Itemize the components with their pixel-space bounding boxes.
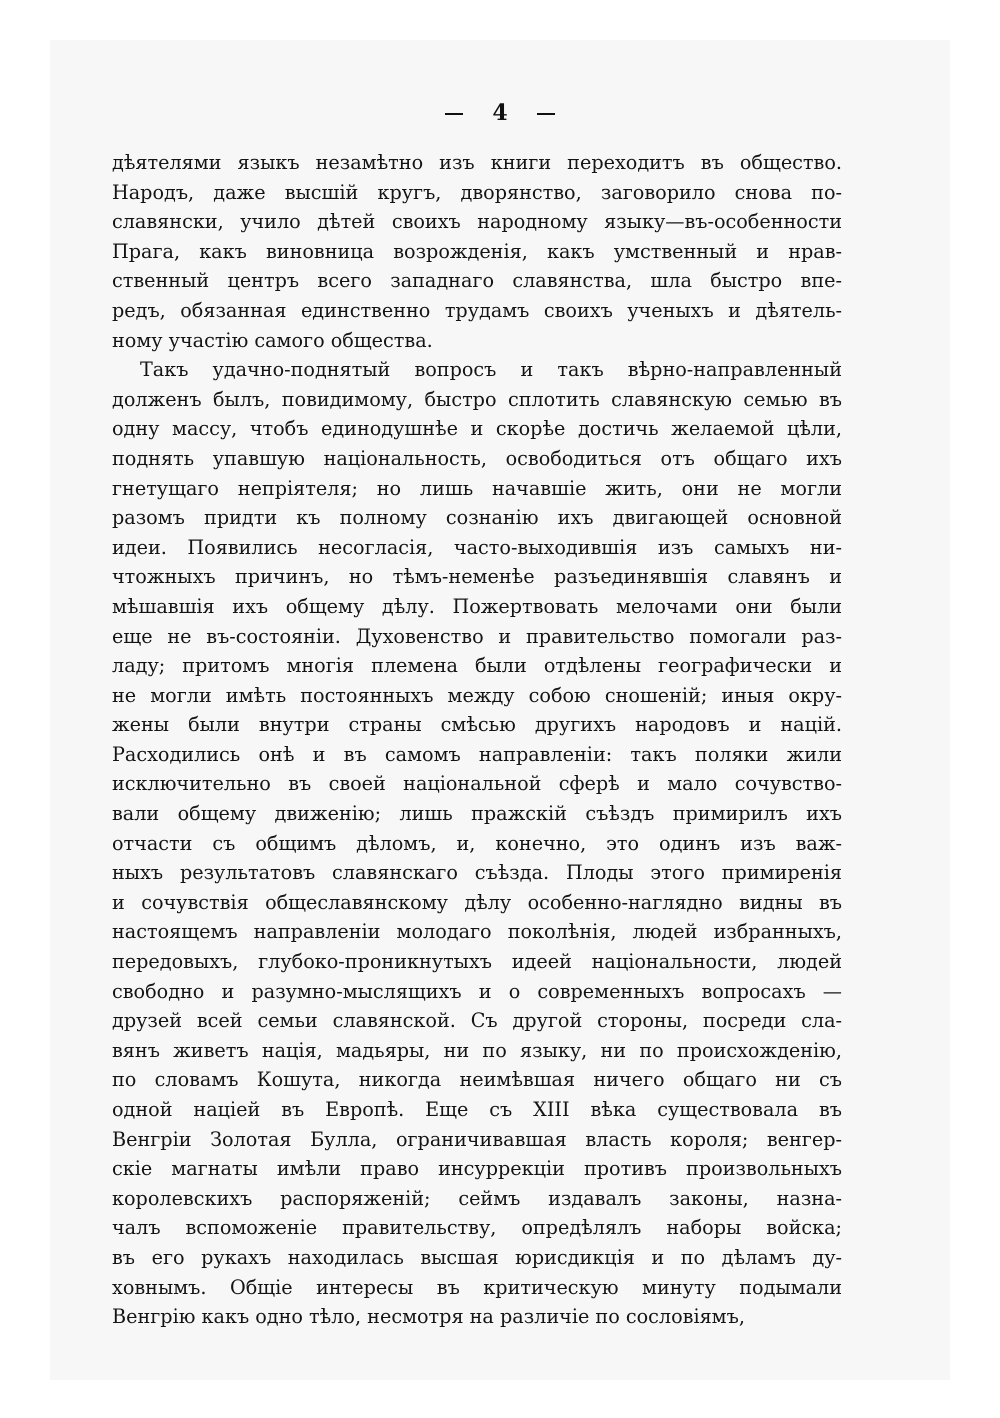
text-line: друзей всей семьи славянской. Съ другой стороны, посреди сла-: [112, 1009, 842, 1033]
header-dash-left: [445, 113, 463, 115]
text-line: идеи. Появились несогласія, часто-выходившія изъ самыхъ ни-: [112, 535, 842, 559]
text-line: славянски, учило дѣтей своихъ народному языку—въ-особенности: [112, 210, 842, 234]
text-line: по словамъ Кошута, никогда неимѣвшая ничего общаго ни съ: [112, 1068, 842, 1092]
text-line: мѣшавшія ихъ общему дѣлу. Пожертвовать мелочами они были: [112, 594, 842, 618]
text-line: скіе магнаты имѣли право инсуррекціи противъ произвольныхъ: [112, 1157, 842, 1181]
text-line: еще не въ-состояніи. Духовенство и правительство помогали раз-: [112, 624, 842, 648]
text-line: Расходились онѣ и въ самомъ направленіи: такъ поляки жили: [112, 742, 842, 766]
page-number: 4: [492, 100, 508, 126]
text-line: передовыхъ, глубоко-проникнутыхъ идеей національности, людей: [112, 950, 842, 974]
body-text: [112, 148, 842, 1332]
text-line: ныхъ результатовъ славянскаго съѣзда. Плоды этого примиренія: [112, 861, 842, 885]
text-line: ховнымъ. Общіе интересы въ критическую минуту подымали: [112, 1275, 842, 1299]
text-line: гнетущаго непріятеля; но лишь начавшіе жить, они не могли: [112, 476, 842, 500]
text-line: исключительно въ своей національной сферѣ и мало сочувство-: [112, 772, 842, 796]
text-line: чалъ вспоможеніе правительству, опредѣлялъ наборы войска;: [112, 1216, 842, 1240]
text-line: разомъ придти къ полному сознанію ихъ двигающей основной: [112, 506, 842, 530]
text-line: ладу; притомъ многія племена были отдѣлены географически и: [112, 654, 842, 678]
header-dash-right: [537, 113, 555, 115]
paragraph: [112, 355, 842, 1332]
text-line: долженъ былъ, повидимому, быстро сплотить славянскую семью въ: [112, 387, 842, 411]
text-line: Такъ удачно-поднятый вопросъ и такъ вѣрно-направленный: [140, 358, 842, 382]
text-line: жены были внутри страны смѣсью другихъ народовъ и націй.: [112, 713, 842, 737]
page-header: [0, 100, 1000, 126]
text-line: королевскихъ распоряженій; сеймъ издавалъ законы, назна-: [112, 1186, 842, 1210]
text-line: одной націей въ Европѣ. Еще съ XIII вѣка существовала въ: [112, 1098, 842, 1121]
text-line: поднять упавшую національность, освободиться отъ общаго ихъ: [112, 446, 842, 470]
paragraph: [112, 148, 842, 355]
text-line: Венгріи Золотая Булла, ограничивавшая власть короля; венгер-: [112, 1127, 842, 1151]
text-line: Народъ, даже высшій кругъ, дворянство, заговорило снова по-: [112, 180, 842, 204]
text-line: свободно и разумно-мыслящихъ и о современныхъ вопросахъ —: [112, 979, 842, 1003]
text-line: не могли имѣть постоянныхъ между собою сношеній; иныя окру-: [112, 683, 842, 707]
text-line: чтожныхъ причинъ, но тѣмъ-неменѣе разъединявшія славянъ и: [112, 565, 842, 589]
text-line: Прага, какъ виновница возрожденія, какъ умственный и нрав-: [112, 239, 842, 263]
text-line: и сочувствія общеславянскому дѣлу особенно-наглядно видны въ: [112, 890, 842, 914]
text-line: ному участію самого общества.: [112, 328, 433, 352]
text-line: вянъ живетъ нація, мадьяры, ни по языку, ни по происхожденію,: [112, 1038, 842, 1062]
text-line: ственный центръ всего западнаго славянства, шла быстро впе-: [112, 269, 842, 293]
text-line: Венгрію какъ одно тѣло, несмотря на различіе по сословіямъ,: [112, 1305, 745, 1329]
text-line: отчасти съ общимъ дѣломъ, и, конечно, это одинъ изъ важ-: [112, 831, 842, 855]
text-line: дѣятелями языкъ незамѣтно изъ книги переходитъ въ общество.: [112, 151, 842, 174]
text-line: одну массу, чтобъ единодушнѣе и скорѣе достичь желаемой цѣли,: [112, 417, 842, 441]
text-line: вали общему движенію; лишь пражскій съѣздъ примирилъ ихъ: [112, 802, 842, 826]
text-line: редъ, обязанная единственно трудамъ своихъ ученыхъ и дѣятель-: [112, 298, 842, 322]
text-line: настоящемъ направленіи молодаго поколѣнія, людей избранныхъ,: [112, 920, 842, 944]
text-line: въ его рукахъ находилась высшая юрисдикція и по дѣламъ ду-: [112, 1245, 842, 1269]
